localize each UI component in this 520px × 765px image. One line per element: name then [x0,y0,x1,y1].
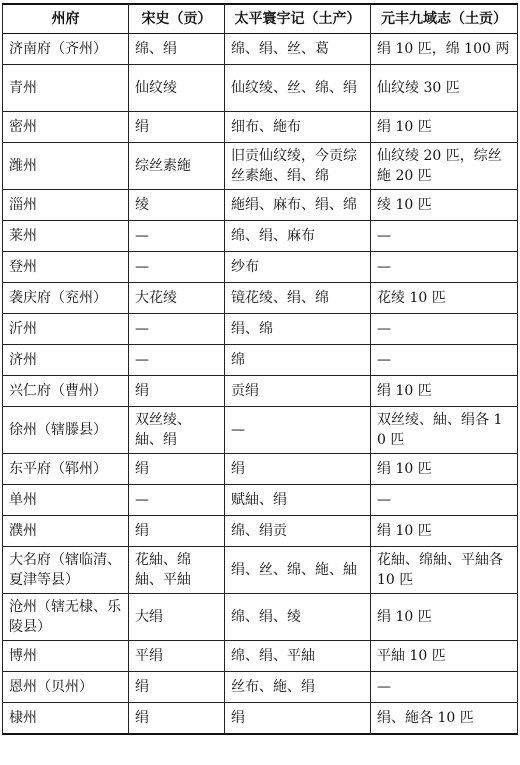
cell-prefecture: 密州 [3,112,129,143]
cell-taiping: 旧贡仙纹绫，今贡综丝素絁、绢、绵 [225,143,371,190]
cell-songshi: — [129,314,225,345]
cell-taiping: 赋紬、绢 [225,485,371,516]
cell-prefecture: 棣州 [3,703,129,735]
cell-songshi: — [129,252,225,283]
cell-taiping: 纱布 [225,252,371,283]
cell-yuanfeng: 双丝绫、紬、绢各 10 匹 [371,407,518,454]
cell-prefecture: 濮州 [3,516,129,547]
cell-yuanfeng: 仙纹绫 30 匹 [371,65,518,112]
cell-prefecture: 恩州（贝州） [3,672,129,703]
table-row [3,283,518,314]
cell-songshi: 绢 [129,516,225,547]
cell-yuanfeng: 绢 10 匹 [371,376,518,407]
cell-taiping: 镜花绫、绢、绵 [225,283,371,314]
header-taiping: 太平寰宇记（土产） [225,4,371,34]
cell-songshi: — [129,221,225,252]
cell-yuanfeng: — [371,252,518,283]
cell-taiping: 绵、绢、绫 [225,594,371,641]
cell-prefecture: 登州 [3,252,129,283]
cell-songshi: 双丝绫、紬、绢 [129,407,225,454]
table-row [3,516,518,547]
cell-taiping: 绢 [225,454,371,485]
cell-songshi: 绫 [129,190,225,221]
cell-songshi: 绵、绢 [129,34,225,65]
table-row [3,65,518,112]
cell-songshi: — [129,345,225,376]
cell-prefecture: 青州 [3,65,129,112]
cell-prefecture: 单州 [3,485,129,516]
cell-taiping: 绵、绢、丝、葛 [225,34,371,65]
cell-songshi: 绢 [129,112,225,143]
table-row [3,252,518,283]
cell-yuanfeng: 花紬、绵紬、平紬各 10 匹 [371,547,518,594]
cell-taiping: 绵、绢、麻布 [225,221,371,252]
tribute-products-table [2,3,518,735]
cell-songshi: 绢 [129,703,225,735]
table-row [3,143,518,190]
header-songshi: 宋史（贡） [129,4,225,34]
cell-prefecture: 莱州 [3,221,129,252]
cell-taiping: 絁绢、麻布、绢、绵 [225,190,371,221]
table-row [3,112,518,143]
table-row [3,454,518,485]
cell-songshi: 绢 [129,454,225,485]
cell-prefecture: 潍州 [3,143,129,190]
cell-yuanfeng: 花绫 10 匹 [371,283,518,314]
cell-yuanfeng: 绢 10 匹 [371,594,518,641]
table-row [3,407,518,454]
table-row [3,672,518,703]
header-prefecture: 州府 [3,4,129,34]
cell-prefecture: 济南府（齐州） [3,34,129,65]
cell-yuanfeng: 仙纹绫 20 匹，综丝絁 20 匹 [371,143,518,190]
cell-taiping: 绢、丝、绵、絁、紬 [225,547,371,594]
cell-taiping: 仙纹绫、丝、绵、绢 [225,65,371,112]
table-row [3,547,518,594]
cell-songshi: — [129,485,225,516]
cell-taiping: 丝布、絁、绢 [225,672,371,703]
cell-yuanfeng: 绫 10 匹 [371,190,518,221]
table-row [3,485,518,516]
cell-prefecture: 淄州 [3,190,129,221]
cell-yuanfeng: — [371,345,518,376]
cell-taiping: 细布、絁布 [225,112,371,143]
cell-songshi: 大花绫 [129,283,225,314]
cell-prefecture: 沂州 [3,314,129,345]
table-row [3,314,518,345]
table-row [3,34,518,65]
cell-prefecture: 东平府（郓州） [3,454,129,485]
cell-yuanfeng: 平紬 10 匹 [371,641,518,672]
cell-prefecture: 大名府（辖临清、夏津等县） [3,547,129,594]
cell-taiping: 绵、绢贡 [225,516,371,547]
cell-yuanfeng: — [371,314,518,345]
table-row [3,376,518,407]
table-row [3,703,518,735]
cell-songshi: 平绢 [129,641,225,672]
table-row [3,594,518,641]
cell-taiping: 绢 [225,703,371,735]
cell-taiping: 贡绢 [225,376,371,407]
cell-songshi: 绢 [129,672,225,703]
table-body [3,34,518,735]
cell-prefecture: 兴仁府（曹州） [3,376,129,407]
cell-taiping: — [225,407,371,454]
header-row [3,4,518,34]
cell-prefecture: 济州 [3,345,129,376]
cell-prefecture: 沧州（辖无棣、乐陵县） [3,594,129,641]
table-row [3,190,518,221]
cell-yuanfeng: 绢、絁各 10 匹 [371,703,518,735]
table-row [3,221,518,252]
cell-taiping: 绵 [225,345,371,376]
cell-songshi: 仙纹绫 [129,65,225,112]
cell-prefecture: 博州 [3,641,129,672]
cell-prefecture: 徐州（辖滕县） [3,407,129,454]
cell-songshi: 大绢 [129,594,225,641]
table-header [3,4,518,34]
cell-yuanfeng: 绢 10 匹 [371,454,518,485]
cell-yuanfeng: 绢 10 匹 [371,516,518,547]
cell-yuanfeng: 绢 10 匹 [371,112,518,143]
cell-yuanfeng: — [371,485,518,516]
cell-yuanfeng: — [371,672,518,703]
cell-songshi: 综丝素絁 [129,143,225,190]
header-yuanfeng: 元丰九域志（土贡） [371,4,518,34]
cell-yuanfeng: — [371,221,518,252]
cell-yuanfeng: 绢 10 匹，绵 100 两 [371,34,518,65]
cell-taiping: 绵、绢、平紬 [225,641,371,672]
cell-songshi: 绢 [129,376,225,407]
cell-taiping: 绢、绵 [225,314,371,345]
table-row [3,345,518,376]
cell-prefecture: 袭庆府（兖州） [3,283,129,314]
cell-songshi: 花紬、绵紬、平紬 [129,547,225,594]
table-row [3,641,518,672]
